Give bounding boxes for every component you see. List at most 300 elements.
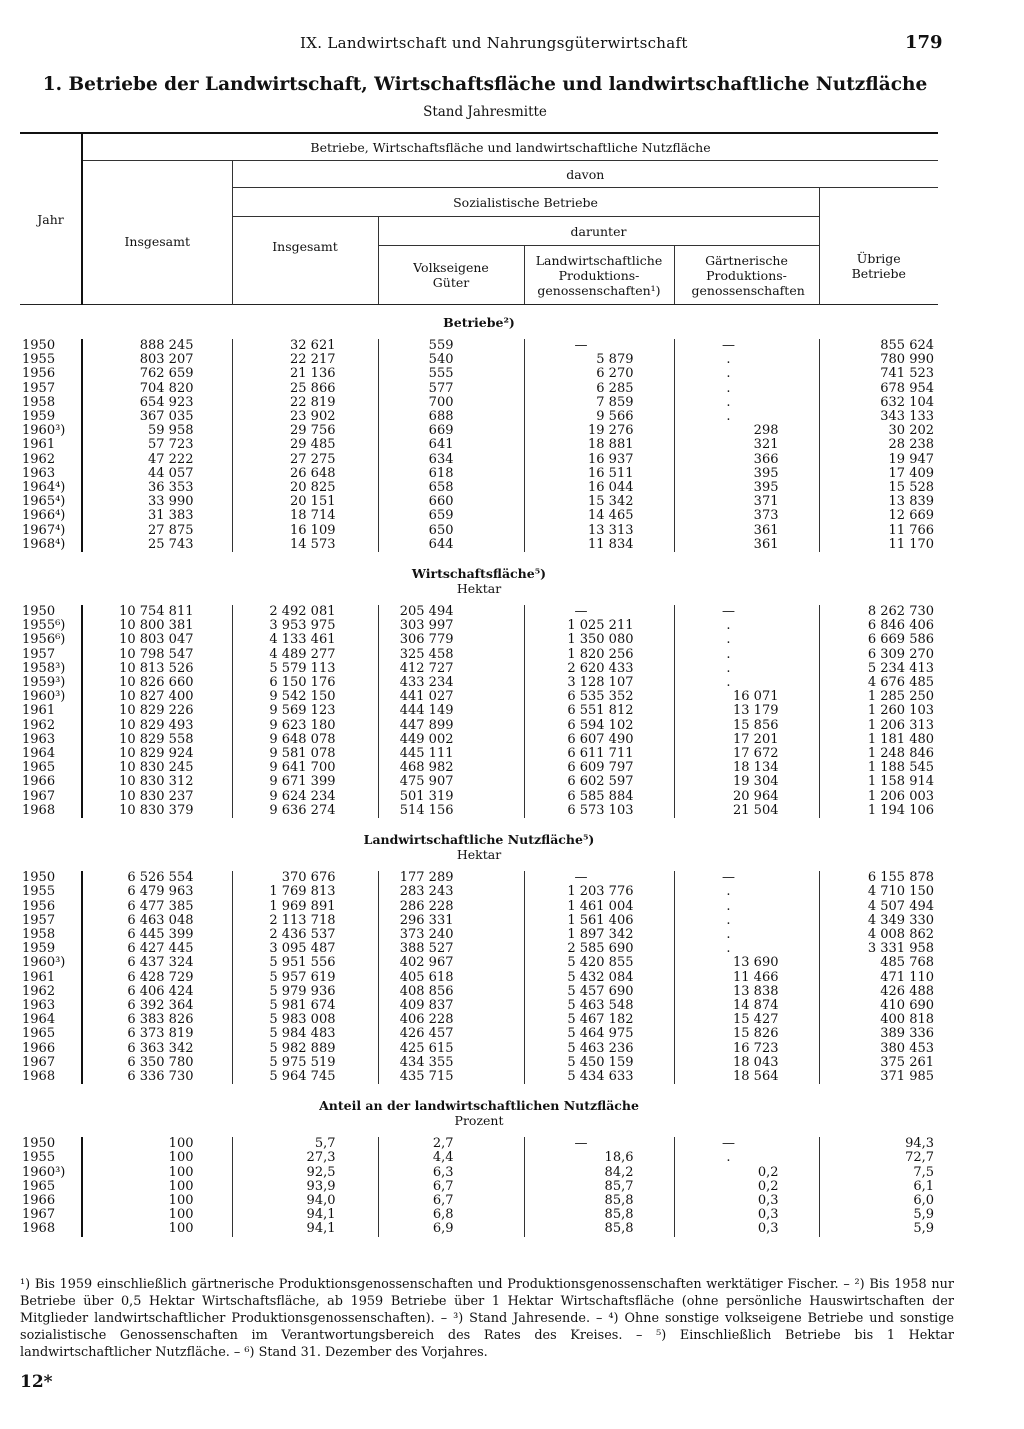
value-cell: . bbox=[674, 942, 819, 956]
value-cell: 13 839 bbox=[819, 495, 938, 509]
value-cell: 47 222 bbox=[82, 453, 232, 467]
header-lpg-text: Landwirtschaftliche Produktions-genossenschaften¹) bbox=[535, 252, 663, 298]
section-unit: Prozent bbox=[454, 1113, 504, 1129]
value-cell: 10 813 526 bbox=[82, 662, 232, 676]
value-cell: 5 450 159 bbox=[524, 1056, 674, 1070]
table-row bbox=[20, 1056, 938, 1070]
value-cell: 26 648 bbox=[232, 467, 378, 481]
value-cell: 10 798 547 bbox=[82, 648, 232, 662]
value-cell: 44 057 bbox=[82, 467, 232, 481]
value-cell: 10 830 237 bbox=[82, 790, 232, 804]
value-cell: 13 690 bbox=[674, 956, 819, 970]
value-cell: 177 289 bbox=[378, 871, 524, 885]
header-gpg-text: Gärtnerische Produktions-genossenschaften bbox=[691, 252, 805, 298]
value-cell: 5 951 556 bbox=[232, 956, 378, 970]
value-cell: 10 829 558 bbox=[82, 733, 232, 747]
value-cell: 33 990 bbox=[82, 495, 232, 509]
value-cell: — bbox=[524, 605, 674, 619]
value-cell: 5 982 889 bbox=[232, 1042, 378, 1056]
footnote-1: ¹) Bis 1959 einschließlich gärtnerische Produktionsgenossenschaften und Produktionsgenossenschaften werktätiger Fischer. – bbox=[20, 1277, 850, 1292]
value-cell: 9 624 234 bbox=[232, 790, 378, 804]
year-cell: 1961 bbox=[22, 703, 56, 719]
value-cell: 19 947 bbox=[819, 453, 938, 467]
value-cell: 325 458 bbox=[378, 648, 524, 662]
value-cell: 644 bbox=[378, 538, 524, 552]
value-cell: . bbox=[674, 676, 819, 690]
year-cell: 1955 bbox=[22, 1150, 56, 1166]
value-cell: 10 830 245 bbox=[82, 761, 232, 775]
value-cell: 321 bbox=[674, 438, 819, 452]
value-cell: — bbox=[674, 871, 819, 885]
value-cell: 1 461 004 bbox=[524, 900, 674, 914]
value-cell: 94,1 bbox=[232, 1208, 378, 1222]
value-cell: 13 838 bbox=[674, 985, 819, 999]
table-row bbox=[20, 690, 938, 704]
value-cell: 6 445 399 bbox=[82, 928, 232, 942]
table-row bbox=[20, 804, 938, 818]
year-cell: 1966 bbox=[22, 774, 56, 790]
value-cell: — bbox=[524, 871, 674, 885]
table-row bbox=[20, 453, 938, 467]
value-cell: 100 bbox=[82, 1194, 232, 1208]
value-cell: 16 723 bbox=[674, 1042, 819, 1056]
value-cell: 9 581 078 bbox=[232, 747, 378, 761]
year-cell: 1955 bbox=[22, 884, 56, 900]
value-cell: 100 bbox=[82, 1166, 232, 1180]
table-row bbox=[20, 956, 938, 970]
value-cell: 9 641 700 bbox=[232, 761, 378, 775]
value-cell: 93,9 bbox=[232, 1180, 378, 1194]
value-cell: 27 875 bbox=[82, 524, 232, 538]
value-cell: 15 342 bbox=[524, 495, 674, 509]
value-cell: 8 262 730 bbox=[819, 605, 938, 619]
value-cell: 409 837 bbox=[378, 999, 524, 1013]
value-cell: 3 128 107 bbox=[524, 676, 674, 690]
table-row bbox=[20, 985, 938, 999]
header-insgesamt: Insgesamt bbox=[82, 161, 232, 305]
value-cell: 6,3 bbox=[378, 1166, 524, 1180]
value-cell: 371 bbox=[674, 495, 819, 509]
value-cell: 59 958 bbox=[82, 424, 232, 438]
value-cell: 6 155 878 bbox=[819, 871, 938, 885]
value-cell: . bbox=[674, 410, 819, 424]
value-cell: 433 234 bbox=[378, 676, 524, 690]
year-cell: 1959 bbox=[22, 941, 56, 957]
value-cell: 4 710 150 bbox=[819, 885, 938, 899]
value-cell: 405 618 bbox=[378, 971, 524, 985]
value-cell: 10 827 400 bbox=[82, 690, 232, 704]
value-cell: 6 609 797 bbox=[524, 761, 674, 775]
value-cell: 303 997 bbox=[378, 619, 524, 633]
table-row bbox=[20, 871, 938, 885]
table-row bbox=[20, 509, 938, 523]
header-insgesamt-soz: Insgesamt bbox=[232, 217, 378, 305]
value-cell: 780 990 bbox=[819, 353, 938, 367]
value-cell: 100 bbox=[82, 1180, 232, 1194]
value-cell: 659 bbox=[378, 509, 524, 523]
value-cell: 10 830 379 bbox=[82, 804, 232, 818]
value-cell: 4 676 485 bbox=[819, 676, 938, 690]
value-cell: 100 bbox=[82, 1137, 232, 1151]
value-cell: 13 179 bbox=[674, 704, 819, 718]
header-davon: davon bbox=[232, 161, 938, 188]
value-cell: 435 715 bbox=[378, 1070, 524, 1084]
year-cell: 1968⁴) bbox=[22, 536, 66, 552]
value-cell: 6 309 270 bbox=[819, 648, 938, 662]
year-cell: 1961 bbox=[22, 437, 56, 453]
value-cell: 10 830 312 bbox=[82, 775, 232, 789]
value-cell: 402 967 bbox=[378, 956, 524, 970]
value-cell: 15 826 bbox=[674, 1027, 819, 1041]
table-row bbox=[20, 676, 938, 690]
value-cell: 94,0 bbox=[232, 1194, 378, 1208]
table-row bbox=[20, 481, 938, 495]
value-cell: 10 829 924 bbox=[82, 747, 232, 761]
value-cell: 688 bbox=[378, 410, 524, 424]
value-cell: 10 829 226 bbox=[82, 704, 232, 718]
value-cell: 3 331 958 bbox=[819, 942, 938, 956]
value-cell: 7 859 bbox=[524, 396, 674, 410]
table-row bbox=[20, 1027, 938, 1041]
value-cell: 6 428 729 bbox=[82, 971, 232, 985]
value-cell: 426 488 bbox=[819, 985, 938, 999]
value-cell: 17 201 bbox=[674, 733, 819, 747]
value-cell: 16 071 bbox=[674, 690, 819, 704]
table-row bbox=[20, 648, 938, 662]
value-cell: 16 044 bbox=[524, 481, 674, 495]
year-cell: 1964 bbox=[22, 746, 56, 762]
value-cell: 6 602 597 bbox=[524, 775, 674, 789]
table-row bbox=[20, 396, 938, 410]
value-cell: 16 109 bbox=[232, 524, 378, 538]
value-cell: 9 648 078 bbox=[232, 733, 378, 747]
table-row bbox=[20, 367, 938, 381]
value-cell: 5 420 855 bbox=[524, 956, 674, 970]
table-row bbox=[20, 971, 938, 985]
table-row bbox=[20, 999, 938, 1013]
year-cell: 1950 bbox=[22, 604, 56, 620]
value-cell: 6 383 826 bbox=[82, 1013, 232, 1027]
section-heading bbox=[20, 552, 938, 596]
value-cell: 475 907 bbox=[378, 775, 524, 789]
value-cell: 283 243 bbox=[378, 885, 524, 899]
header-uebrige-text: Übrige Betriebe bbox=[851, 251, 906, 281]
section-unit: Hektar bbox=[456, 847, 502, 863]
value-cell: 441 027 bbox=[378, 690, 524, 704]
section-title: Landwirtschaftliche Nutzfläche⁵) bbox=[363, 832, 595, 848]
value-cell: 5 432 084 bbox=[524, 971, 674, 985]
value-cell: 704 820 bbox=[82, 382, 232, 396]
value-cell: 6 611 711 bbox=[524, 747, 674, 761]
value-cell: 6 392 364 bbox=[82, 999, 232, 1013]
value-cell: 6,8 bbox=[378, 1208, 524, 1222]
value-cell: 6 477 385 bbox=[82, 900, 232, 914]
value-cell: 12 669 bbox=[819, 509, 938, 523]
table-row bbox=[20, 633, 938, 647]
value-cell: 447 899 bbox=[378, 719, 524, 733]
year-cell: 1960³) bbox=[22, 423, 66, 439]
value-cell: 94,1 bbox=[232, 1222, 378, 1236]
value-cell: 501 319 bbox=[378, 790, 524, 804]
section-title: Betriebe²) bbox=[443, 315, 515, 330]
year-cell: 1957 bbox=[22, 912, 56, 928]
value-cell: 634 bbox=[378, 453, 524, 467]
table-row bbox=[20, 495, 938, 509]
value-cell: 1 194 106 bbox=[819, 804, 938, 818]
value-cell: 18 881 bbox=[524, 438, 674, 452]
value-cell: 92,5 bbox=[232, 1166, 378, 1180]
value-cell: 445 111 bbox=[378, 747, 524, 761]
value-cell: 6 373 819 bbox=[82, 1027, 232, 1041]
value-cell: 641 bbox=[378, 438, 524, 452]
value-cell: 1 260 103 bbox=[819, 704, 938, 718]
year-cell: 1960³) bbox=[22, 689, 66, 705]
value-cell: 2,7 bbox=[378, 1137, 524, 1151]
table-row bbox=[20, 1222, 938, 1236]
value-cell: 7,5 bbox=[819, 1166, 938, 1180]
value-cell: 6,0 bbox=[819, 1194, 938, 1208]
table-row bbox=[20, 775, 938, 789]
table-row bbox=[20, 1042, 938, 1056]
value-cell: 20 825 bbox=[232, 481, 378, 495]
value-cell: 5 879 bbox=[524, 353, 674, 367]
year-cell: 1955⁶) bbox=[22, 618, 66, 634]
value-cell: 2 585 690 bbox=[524, 942, 674, 956]
year-cell: 1967⁴) bbox=[22, 522, 66, 538]
value-cell: 406 228 bbox=[378, 1013, 524, 1027]
value-cell: 4 349 330 bbox=[819, 914, 938, 928]
value-cell: . bbox=[674, 648, 819, 662]
value-cell: 1 769 813 bbox=[232, 885, 378, 899]
value-cell: 85,7 bbox=[524, 1180, 674, 1194]
value-cell: 389 336 bbox=[819, 1027, 938, 1041]
table-row bbox=[20, 761, 938, 775]
value-cell: 5 467 182 bbox=[524, 1013, 674, 1027]
value-cell: . bbox=[674, 914, 819, 928]
year-cell: 1956 bbox=[22, 898, 56, 914]
value-cell: 6 270 bbox=[524, 367, 674, 381]
year-cell: 1958 bbox=[22, 394, 56, 410]
value-cell: 9 566 bbox=[524, 410, 674, 424]
year-cell: 1964 bbox=[22, 1012, 56, 1028]
table-row bbox=[20, 1137, 938, 1151]
year-cell: 1955 bbox=[22, 352, 56, 368]
value-cell: 14 573 bbox=[232, 538, 378, 552]
year-cell: 1966 bbox=[22, 1040, 56, 1056]
value-cell: 1 181 480 bbox=[819, 733, 938, 747]
value-cell: 32 621 bbox=[232, 339, 378, 353]
value-cell: 14 465 bbox=[524, 509, 674, 523]
value-cell: 5 463 548 bbox=[524, 999, 674, 1013]
value-cell: . bbox=[674, 1151, 819, 1165]
value-cell: 3 095 487 bbox=[232, 942, 378, 956]
value-cell: 9 636 274 bbox=[232, 804, 378, 818]
value-cell: 5 234 413 bbox=[819, 662, 938, 676]
value-cell: 6 463 048 bbox=[82, 914, 232, 928]
value-cell: 4 133 461 bbox=[232, 633, 378, 647]
value-cell: 27,3 bbox=[232, 1151, 378, 1165]
year-cell: 1962 bbox=[22, 451, 56, 467]
year-cell: 1968 bbox=[22, 802, 56, 818]
value-cell: 0,3 bbox=[674, 1194, 819, 1208]
value-cell: . bbox=[674, 367, 819, 381]
value-cell: 741 523 bbox=[819, 367, 938, 381]
table-row bbox=[20, 538, 938, 552]
value-cell: 650 bbox=[378, 524, 524, 538]
value-cell: 6 363 342 bbox=[82, 1042, 232, 1056]
value-cell: 678 954 bbox=[819, 382, 938, 396]
value-cell: 449 002 bbox=[378, 733, 524, 747]
value-cell: 395 bbox=[674, 467, 819, 481]
year-cell: 1950 bbox=[22, 870, 56, 886]
value-cell: 660 bbox=[378, 495, 524, 509]
value-cell: 658 bbox=[378, 481, 524, 495]
value-cell: 1 158 914 bbox=[819, 775, 938, 789]
year-cell: 1962 bbox=[22, 717, 56, 733]
value-cell: 434 355 bbox=[378, 1056, 524, 1070]
year-cell: 1963 bbox=[22, 465, 56, 481]
value-cell: 16 511 bbox=[524, 467, 674, 481]
value-cell: 20 151 bbox=[232, 495, 378, 509]
value-cell: 4 008 862 bbox=[819, 928, 938, 942]
value-cell: 9 569 123 bbox=[232, 704, 378, 718]
header-lpg bbox=[524, 246, 674, 305]
footnote-5: ⁵) Einschließlich Betriebe bis 1 Hektar landwirtschaftlicher Nutzfläche. – bbox=[20, 1328, 954, 1360]
value-cell: 5 463 236 bbox=[524, 1042, 674, 1056]
year-cell: 1962 bbox=[22, 983, 56, 999]
value-cell: 361 bbox=[674, 538, 819, 552]
value-cell: 306 779 bbox=[378, 633, 524, 647]
value-cell: 0,3 bbox=[674, 1222, 819, 1236]
value-cell: — bbox=[524, 1137, 674, 1151]
table-row bbox=[20, 719, 938, 733]
value-cell: 1 561 406 bbox=[524, 914, 674, 928]
header-jahr: Jahr bbox=[20, 133, 82, 305]
value-cell: 6 285 bbox=[524, 382, 674, 396]
value-cell: 85,8 bbox=[524, 1194, 674, 1208]
value-cell: 380 453 bbox=[819, 1042, 938, 1056]
value-cell: 6,7 bbox=[378, 1180, 524, 1194]
value-cell: 6,7 bbox=[378, 1194, 524, 1208]
value-cell: 11 834 bbox=[524, 538, 674, 552]
value-cell: 18 714 bbox=[232, 509, 378, 523]
value-cell: 22 217 bbox=[232, 353, 378, 367]
value-cell: 10 829 493 bbox=[82, 719, 232, 733]
value-cell: 6 535 352 bbox=[524, 690, 674, 704]
value-cell: . bbox=[674, 885, 819, 899]
value-cell: 618 bbox=[378, 467, 524, 481]
value-cell: 9 623 180 bbox=[232, 719, 378, 733]
table-row bbox=[20, 1070, 938, 1084]
value-cell: 1 206 003 bbox=[819, 790, 938, 804]
value-cell: 5 457 690 bbox=[524, 985, 674, 999]
value-cell: 485 768 bbox=[819, 956, 938, 970]
value-cell: 17 672 bbox=[674, 747, 819, 761]
value-cell: 5 434 633 bbox=[524, 1070, 674, 1084]
value-cell: . bbox=[674, 619, 819, 633]
value-cell: 10 803 047 bbox=[82, 633, 232, 647]
value-cell: 412 727 bbox=[378, 662, 524, 676]
table-row bbox=[20, 1013, 938, 1027]
value-cell: 373 240 bbox=[378, 928, 524, 942]
value-cell: 19 304 bbox=[674, 775, 819, 789]
year-cell: 1959³) bbox=[22, 675, 66, 691]
table-row bbox=[20, 438, 938, 452]
value-cell: 669 bbox=[378, 424, 524, 438]
value-cell: 888 245 bbox=[82, 339, 232, 353]
year-cell: 1966 bbox=[22, 1192, 56, 1208]
value-cell: 6 437 324 bbox=[82, 956, 232, 970]
year-cell: 1960³) bbox=[22, 955, 66, 971]
value-cell: 559 bbox=[378, 339, 524, 353]
value-cell: 28 238 bbox=[819, 438, 938, 452]
value-cell: 700 bbox=[378, 396, 524, 410]
value-cell: — bbox=[524, 339, 674, 353]
table-row bbox=[20, 1180, 938, 1194]
year-cell: 1966⁴) bbox=[22, 508, 66, 524]
value-cell: 100 bbox=[82, 1208, 232, 1222]
value-cell: 13 313 bbox=[524, 524, 674, 538]
value-cell: 654 923 bbox=[82, 396, 232, 410]
page-number: 179 bbox=[905, 32, 943, 53]
year-cell: 1960³) bbox=[22, 1164, 66, 1180]
value-cell: 14 874 bbox=[674, 999, 819, 1013]
value-cell: 5 983 008 bbox=[232, 1013, 378, 1027]
table-row bbox=[20, 1194, 938, 1208]
sheet-signature: 12* bbox=[20, 1372, 53, 1392]
value-cell: 2 436 537 bbox=[232, 928, 378, 942]
value-cell: 6 350 780 bbox=[82, 1056, 232, 1070]
table-row bbox=[20, 790, 938, 804]
year-cell: 1959 bbox=[22, 409, 56, 425]
year-cell: 1950 bbox=[22, 338, 56, 353]
value-cell: . bbox=[674, 633, 819, 647]
section-heading bbox=[20, 818, 938, 862]
value-cell: . bbox=[674, 382, 819, 396]
footnote-6: ⁶) Stand 31. Dezember des Vorjahres. bbox=[244, 1345, 488, 1360]
value-cell: 762 659 bbox=[82, 367, 232, 381]
table-title: 1. Betriebe der Landwirtschaft, Wirtschaftsfläche und landwirtschaftliche Nutzfläche bbox=[42, 74, 928, 95]
table-row bbox=[20, 1166, 938, 1180]
year-cell: 1956 bbox=[22, 366, 56, 382]
value-cell: 30 202 bbox=[819, 424, 938, 438]
value-cell: 94,3 bbox=[819, 1137, 938, 1151]
section-title: Anteil an der landwirtschaftlichen Nutzfläche bbox=[319, 1098, 639, 1114]
value-cell: 20 964 bbox=[674, 790, 819, 804]
chapter-title: IX. Landwirtschaft und Nahrungsgüterwirtschaft bbox=[300, 34, 688, 52]
table-row bbox=[20, 410, 938, 424]
value-cell: . bbox=[674, 662, 819, 676]
value-cell: 1 203 776 bbox=[524, 885, 674, 899]
value-cell: 5 979 936 bbox=[232, 985, 378, 999]
value-cell: 5 984 483 bbox=[232, 1027, 378, 1041]
year-cell: 1967 bbox=[22, 1207, 56, 1223]
value-cell: 371 985 bbox=[819, 1070, 938, 1084]
value-cell: 4 489 277 bbox=[232, 648, 378, 662]
value-cell: 5,7 bbox=[232, 1137, 378, 1151]
value-cell: 400 818 bbox=[819, 1013, 938, 1027]
value-cell: 57 723 bbox=[82, 438, 232, 452]
value-cell: 5 957 619 bbox=[232, 971, 378, 985]
value-cell: 18 564 bbox=[674, 1070, 819, 1084]
value-cell: 370 676 bbox=[232, 871, 378, 885]
table-subtitle: Stand Jahresmitte bbox=[423, 104, 547, 120]
year-cell: 1964⁴) bbox=[22, 480, 66, 496]
value-cell: 0,2 bbox=[674, 1166, 819, 1180]
header-volkseigene bbox=[378, 246, 524, 305]
year-cell: 1968 bbox=[22, 1221, 56, 1237]
value-cell: 11 170 bbox=[819, 538, 938, 552]
